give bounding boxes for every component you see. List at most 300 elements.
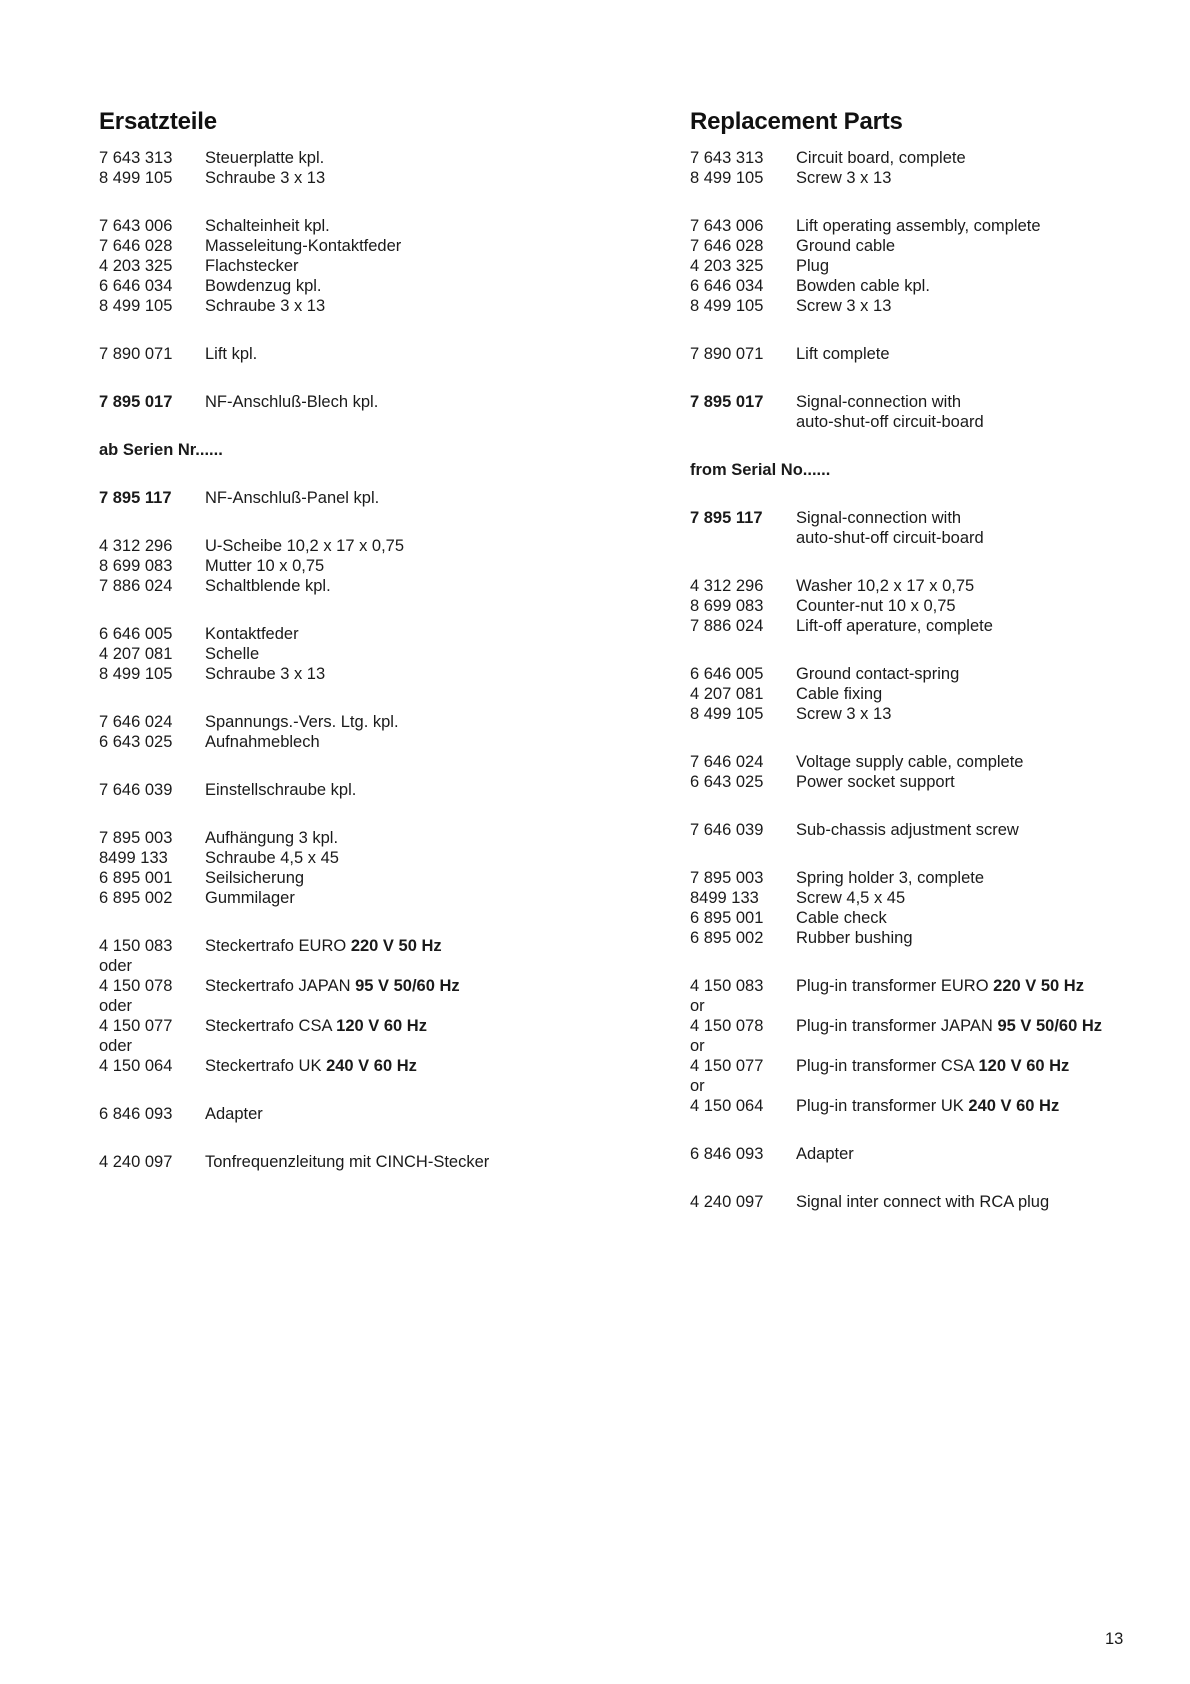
part-number: 7 886 024 xyxy=(690,617,764,635)
part-number: 6 895 001 xyxy=(690,909,764,927)
part-description-text: Steckertrafo EURO xyxy=(205,937,347,955)
part-row xyxy=(99,624,599,644)
part-description xyxy=(205,848,599,868)
part-number: 6 646 005 xyxy=(99,625,173,643)
part-number: 7 646 039 xyxy=(690,821,764,839)
part-description xyxy=(205,1056,599,1076)
part-description-text: auto-shut-off circuit-board xyxy=(796,529,984,547)
part-group xyxy=(690,752,1190,792)
part-number: oder xyxy=(99,997,133,1015)
part-description-text: Schraube 3 x 13 xyxy=(205,665,326,683)
part-number: 4 207 081 xyxy=(690,685,764,703)
part-row xyxy=(99,1056,599,1076)
part-description xyxy=(796,412,1190,432)
part-row xyxy=(99,780,599,800)
part-description xyxy=(205,236,599,256)
part-number: 6 646 034 xyxy=(99,277,173,295)
german-column xyxy=(99,104,599,1200)
part-number: 6 646 005 xyxy=(690,665,764,683)
part-group xyxy=(690,508,1190,548)
part-row xyxy=(690,216,1190,236)
part-description xyxy=(796,888,1190,908)
part-group xyxy=(99,712,599,752)
part-number: 8499 133 xyxy=(99,849,168,867)
part-number: 8 499 105 xyxy=(99,169,173,187)
part-number: 4 150 083 xyxy=(690,977,764,995)
part-description xyxy=(796,1076,1190,1096)
part-description-text: Ground cable xyxy=(796,237,896,255)
part-description xyxy=(205,168,599,188)
part-description-text: Lift complete xyxy=(796,345,890,363)
part-number: 7 643 313 xyxy=(99,149,173,167)
part-row xyxy=(99,556,599,576)
part-description-text: auto-shut-off circuit-board xyxy=(796,413,984,431)
part-row xyxy=(690,508,1190,528)
part-description xyxy=(205,536,599,556)
part-group xyxy=(99,780,599,800)
part-row xyxy=(99,868,599,888)
part-description-text: Flachstecker xyxy=(205,257,299,275)
part-description xyxy=(205,392,599,412)
part-number: or xyxy=(690,1077,705,1095)
part-description-text: Masseleitung-Kontaktfeder xyxy=(205,237,402,255)
part-description xyxy=(796,928,1190,948)
part-number: 4 240 097 xyxy=(690,1193,764,1211)
part-row xyxy=(99,996,599,1016)
part-description-text: Ground contact-spring xyxy=(796,665,960,683)
part-description xyxy=(796,772,1190,792)
german-groups xyxy=(99,148,599,412)
part-row xyxy=(99,732,599,752)
part-group xyxy=(690,868,1190,948)
part-number: 4 207 081 xyxy=(99,645,173,663)
part-row xyxy=(690,168,1190,188)
part-group xyxy=(690,1192,1190,1212)
part-description-text: Screw 4,5 x 45 xyxy=(796,889,906,907)
part-row xyxy=(690,976,1190,996)
part-description-text: Spannungs.-Vers. Ltg. kpl. xyxy=(205,713,399,731)
part-description-text: Adapter xyxy=(205,1105,263,1123)
part-row xyxy=(99,956,599,976)
part-description xyxy=(796,508,1190,528)
part-row xyxy=(99,848,599,868)
part-number: or xyxy=(690,1037,705,1055)
part-description xyxy=(796,1036,1190,1056)
part-description-text: Einstellschraube kpl. xyxy=(205,781,357,799)
part-row xyxy=(690,1192,1190,1212)
part-number: 7 643 006 xyxy=(99,217,173,235)
part-group xyxy=(690,392,1190,432)
part-group xyxy=(99,216,599,316)
part-number: oder xyxy=(99,957,133,975)
part-description-text: Schraube 3 x 13 xyxy=(205,297,326,315)
part-description xyxy=(796,344,1190,364)
english-heading: Replacement Parts xyxy=(690,108,903,135)
part-description xyxy=(796,1096,1190,1116)
part-description-text: Adapter xyxy=(796,1145,854,1163)
part-description xyxy=(205,148,599,168)
part-description xyxy=(205,256,599,276)
part-description-text: Power socket support xyxy=(796,773,955,791)
part-row xyxy=(690,236,1190,256)
part-number: 7 886 024 xyxy=(99,577,173,595)
part-description xyxy=(796,1016,1190,1036)
part-description xyxy=(205,216,599,236)
part-description xyxy=(796,576,1190,596)
part-description xyxy=(205,732,599,752)
part-row xyxy=(99,296,599,316)
part-description-text: NF-Anschluß-Panel kpl. xyxy=(205,489,380,507)
part-description xyxy=(205,828,599,848)
part-description-text: Gummilager xyxy=(205,889,295,907)
part-row xyxy=(690,344,1190,364)
english-groups xyxy=(690,148,1190,432)
part-description xyxy=(205,296,599,316)
part-number: 8 499 105 xyxy=(690,297,764,315)
part-description xyxy=(796,256,1190,276)
german-serial-note: ab Serien Nr...... xyxy=(99,441,223,459)
part-description-text: Lift operating assembly, complete xyxy=(796,217,1041,235)
part-row xyxy=(690,1056,1190,1076)
part-number: 7 890 071 xyxy=(99,345,173,363)
page-number: 13 xyxy=(1105,1630,1124,1648)
part-description-text: Screw 3 x 13 xyxy=(796,705,892,723)
part-description xyxy=(205,1104,599,1124)
part-description xyxy=(796,148,1190,168)
part-row xyxy=(99,1016,599,1036)
part-number: 4 150 064 xyxy=(690,1097,764,1115)
part-number: 7 890 071 xyxy=(690,345,764,363)
part-number: 7 646 028 xyxy=(99,237,173,255)
part-group xyxy=(690,148,1190,188)
part-row xyxy=(690,868,1190,888)
part-description xyxy=(205,576,599,596)
part-description xyxy=(205,1152,599,1172)
part-number: 8 499 105 xyxy=(99,665,173,683)
part-voltage-spec: 120 V 60 Hz xyxy=(336,1017,427,1035)
part-description xyxy=(796,976,1190,996)
part-description-text: Schelle xyxy=(205,645,260,663)
part-description-text: Steckertrafo JAPAN xyxy=(205,977,351,995)
part-description-text: Aufhängung 3 kpl. xyxy=(205,829,339,847)
part-row xyxy=(99,1104,599,1124)
part-row xyxy=(690,1144,1190,1164)
part-row xyxy=(690,1076,1190,1096)
part-number: 6 895 001 xyxy=(99,869,173,887)
part-voltage-spec: 220 V 50 Hz xyxy=(350,937,442,955)
part-voltage-spec: 240 V 60 Hz xyxy=(326,1057,417,1075)
part-description-text: Steckertrafo CSA xyxy=(205,1017,332,1035)
part-row xyxy=(690,596,1190,616)
part-description xyxy=(796,168,1190,188)
part-number: 6 895 002 xyxy=(690,929,764,947)
part-number: 8 499 105 xyxy=(690,169,764,187)
part-row xyxy=(99,236,599,256)
part-description xyxy=(796,820,1190,840)
part-number: 6 846 093 xyxy=(99,1105,173,1123)
part-row xyxy=(99,392,599,412)
part-row xyxy=(690,928,1190,948)
part-description xyxy=(205,956,599,976)
part-group xyxy=(99,148,599,188)
part-row xyxy=(99,276,599,296)
part-row xyxy=(690,296,1190,316)
part-row xyxy=(99,664,599,684)
part-number: 4 150 077 xyxy=(99,1017,173,1035)
part-description-text: Plug-in transformer UK xyxy=(796,1097,964,1115)
part-description xyxy=(205,488,599,508)
part-row xyxy=(99,976,599,996)
part-description-text: Bowden cable kpl. xyxy=(796,277,930,295)
part-description-text: Screw 3 x 13 xyxy=(796,297,892,315)
part-description-text: Cable check xyxy=(796,909,887,927)
part-group xyxy=(690,976,1190,1116)
part-row xyxy=(99,888,599,908)
part-voltage-spec: 95 V 50/60 Hz xyxy=(997,1017,1103,1035)
part-group xyxy=(690,576,1190,636)
part-description-text: Kontaktfeder xyxy=(205,625,299,643)
part-row xyxy=(99,936,599,956)
english-column xyxy=(690,104,1190,1240)
part-group xyxy=(690,1144,1190,1164)
english-serial-note: from Serial No...... xyxy=(690,461,831,479)
part-row xyxy=(690,1016,1190,1036)
part-description xyxy=(205,276,599,296)
part-description-text: Mutter 10 x 0,75 xyxy=(205,557,325,575)
part-description-text: Signal-connection with xyxy=(796,509,962,527)
part-description-text: Steuerplatte kpl. xyxy=(205,149,325,167)
part-number xyxy=(690,528,796,548)
part-voltage-spec: 120 V 60 Hz xyxy=(978,1057,1070,1075)
part-description-text: Spring holder 3, complete xyxy=(796,869,985,887)
part-row xyxy=(99,576,599,596)
part-description xyxy=(796,392,1190,412)
part-description xyxy=(205,780,599,800)
part-row xyxy=(690,664,1190,684)
part-group xyxy=(99,1104,599,1124)
part-number: 7 646 024 xyxy=(690,753,764,771)
part-description-text: Sub-chassis adjustment screw xyxy=(796,821,1019,839)
part-description xyxy=(796,296,1190,316)
part-number: 4 312 296 xyxy=(690,577,764,595)
part-description xyxy=(796,704,1190,724)
part-description xyxy=(796,1056,1190,1076)
part-row xyxy=(690,704,1190,724)
part-description xyxy=(796,1144,1190,1164)
part-number: 8 499 105 xyxy=(99,297,173,315)
part-description-text: Seilsicherung xyxy=(205,869,305,887)
part-group xyxy=(690,820,1190,840)
part-group xyxy=(99,536,599,596)
part-row xyxy=(690,908,1190,928)
part-row xyxy=(99,536,599,556)
english-groups-after xyxy=(690,508,1190,1212)
part-description xyxy=(205,996,599,1016)
part-description xyxy=(796,868,1190,888)
part-row xyxy=(690,576,1190,596)
part-row xyxy=(690,752,1190,772)
part-description-text: Aufnahmeblech xyxy=(205,733,320,751)
part-number: 8499 133 xyxy=(690,889,759,907)
part-row xyxy=(99,216,599,236)
part-number: 4 150 083 xyxy=(99,937,173,955)
part-number: 8 699 083 xyxy=(99,557,173,575)
part-description-text: NF-Anschluß-Blech kpl. xyxy=(205,393,379,411)
part-description-text: Rubber bushing xyxy=(796,929,913,947)
part-description xyxy=(205,664,599,684)
part-description xyxy=(205,1016,599,1036)
part-row xyxy=(99,828,599,848)
part-description xyxy=(796,216,1190,236)
part-description xyxy=(205,976,599,996)
part-row xyxy=(99,344,599,364)
part-description xyxy=(796,664,1190,684)
part-number: 4 203 325 xyxy=(690,257,764,275)
part-number: 7 895 117 xyxy=(690,509,763,527)
part-group xyxy=(99,936,599,1076)
part-row xyxy=(99,644,599,664)
part-row xyxy=(690,148,1190,168)
part-group xyxy=(99,488,599,508)
part-number: 4 150 077 xyxy=(690,1057,764,1075)
part-description xyxy=(796,752,1190,772)
part-description xyxy=(796,1192,1190,1212)
part-row xyxy=(99,256,599,276)
part-number: 7 646 028 xyxy=(690,237,764,255)
part-description xyxy=(205,712,599,732)
part-description xyxy=(796,236,1190,256)
part-description-text: Voltage supply cable, complete xyxy=(796,753,1024,771)
part-description xyxy=(205,868,599,888)
part-description-text: Lift kpl. xyxy=(205,345,258,363)
part-description-text: Plug-in transformer CSA xyxy=(796,1057,974,1075)
part-description-text: Bowdenzug kpl. xyxy=(205,277,322,295)
part-description-text: Schraube 3 x 13 xyxy=(205,169,326,187)
part-number: 7 895 003 xyxy=(99,829,173,847)
part-number: 4 150 078 xyxy=(99,977,173,995)
part-group xyxy=(690,216,1190,316)
part-description-text: Schraube 4,5 x 45 xyxy=(205,849,339,867)
part-row xyxy=(690,528,1190,548)
part-row xyxy=(690,276,1190,296)
part-description-text: Signal inter connect with RCA plug xyxy=(796,1193,1050,1211)
part-number: 4 150 078 xyxy=(690,1017,764,1035)
part-voltage-spec: 95 V 50/60 Hz xyxy=(355,977,460,995)
part-description xyxy=(205,344,599,364)
part-description-text: Washer 10,2 x 17 x 0,75 xyxy=(796,577,975,595)
part-row xyxy=(99,1152,599,1172)
part-row xyxy=(690,684,1190,704)
part-description xyxy=(205,936,599,956)
part-row xyxy=(690,820,1190,840)
part-number: 7 895 017 xyxy=(99,393,173,411)
part-description-text: Steckertrafo UK xyxy=(205,1057,322,1075)
part-row xyxy=(690,996,1190,1016)
part-row xyxy=(99,488,599,508)
part-group xyxy=(99,1152,599,1172)
part-description-text: Cable fixing xyxy=(796,685,883,703)
part-description xyxy=(796,996,1190,1016)
part-group xyxy=(690,664,1190,724)
part-row xyxy=(690,256,1190,276)
part-number: 7 895 117 xyxy=(99,489,172,507)
part-description xyxy=(796,276,1190,296)
part-description xyxy=(796,596,1190,616)
part-description xyxy=(205,644,599,664)
part-row xyxy=(690,1036,1190,1056)
part-row xyxy=(99,168,599,188)
part-row xyxy=(690,772,1190,792)
part-group xyxy=(690,344,1190,364)
part-description-text: Signal-connection with xyxy=(796,393,962,411)
part-group xyxy=(99,392,599,412)
part-row xyxy=(99,1036,599,1056)
part-description-text: Plug-in transformer EURO xyxy=(796,977,989,995)
part-group xyxy=(99,624,599,684)
part-description-text: U-Scheibe 10,2 x 17 x 0,75 xyxy=(205,537,405,555)
part-number: 8 699 083 xyxy=(690,597,764,615)
part-description xyxy=(205,556,599,576)
part-description xyxy=(796,616,1190,636)
part-number: 6 643 025 xyxy=(690,773,764,791)
part-number: or xyxy=(690,997,705,1015)
german-groups-after xyxy=(99,488,599,1172)
part-number: 4 240 097 xyxy=(99,1153,173,1171)
part-description xyxy=(205,888,599,908)
part-number xyxy=(690,412,796,432)
part-number: 8 499 105 xyxy=(690,705,764,723)
part-voltage-spec: 240 V 60 Hz xyxy=(968,1097,1060,1115)
part-number: oder xyxy=(99,1037,133,1055)
part-number: 4 203 325 xyxy=(99,257,173,275)
part-description xyxy=(205,1036,599,1056)
part-description-text: Tonfrequenzleitung mit CINCH-Stecker xyxy=(205,1153,490,1171)
part-number: 4 150 064 xyxy=(99,1057,173,1075)
part-description-text: Schalteinheit kpl. xyxy=(205,217,330,235)
part-description xyxy=(796,684,1190,704)
part-number: 6 646 034 xyxy=(690,277,764,295)
part-row xyxy=(690,888,1190,908)
part-group xyxy=(99,828,599,908)
part-row xyxy=(690,1096,1190,1116)
part-description xyxy=(796,908,1190,928)
part-description xyxy=(796,528,1190,548)
part-row xyxy=(99,148,599,168)
part-voltage-spec: 220 V 50 Hz xyxy=(993,977,1084,995)
part-row xyxy=(690,616,1190,636)
part-description-text: Plug-in transformer JAPAN xyxy=(796,1017,993,1035)
part-number: 7 646 024 xyxy=(99,713,173,731)
part-description-text: Circuit board, complete xyxy=(796,149,966,167)
part-group xyxy=(99,344,599,364)
part-number: 7 895 003 xyxy=(690,869,764,887)
part-description-text: Schaltblende kpl. xyxy=(205,577,331,595)
part-number: 7 646 039 xyxy=(99,781,173,799)
part-description xyxy=(205,624,599,644)
part-number: 7 643 313 xyxy=(690,149,764,167)
part-number: 6 846 093 xyxy=(690,1145,764,1163)
part-number: 7 895 017 xyxy=(690,393,764,411)
part-row xyxy=(690,392,1190,412)
part-number: 7 643 006 xyxy=(690,217,764,235)
part-description-text: Lift-off aperature, complete xyxy=(796,617,993,635)
part-number: 6 895 002 xyxy=(99,889,173,907)
part-number: 6 643 025 xyxy=(99,733,173,751)
part-description-text: Plug xyxy=(796,257,830,275)
part-row xyxy=(99,712,599,732)
part-number: 4 312 296 xyxy=(99,537,173,555)
part-description-text: Screw 3 x 13 xyxy=(796,169,892,187)
